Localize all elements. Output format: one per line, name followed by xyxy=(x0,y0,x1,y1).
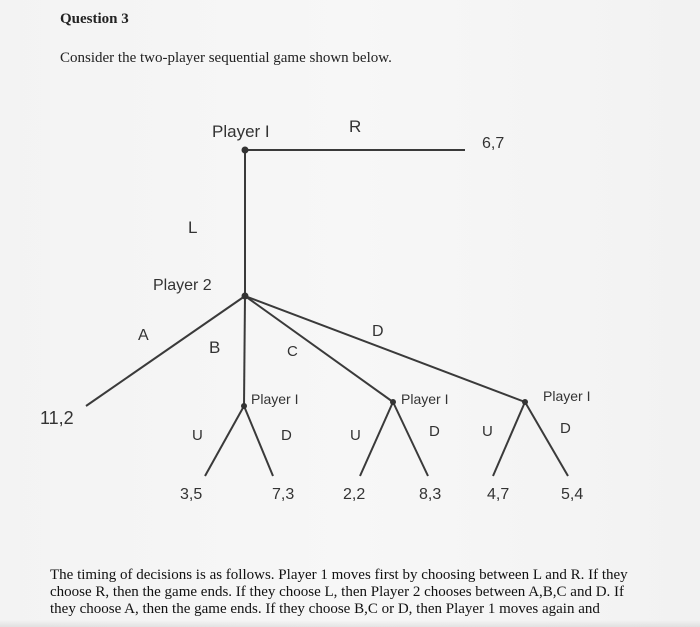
edge-B xyxy=(244,296,245,406)
node-C xyxy=(390,399,396,405)
node-C-payoff-D: 8,3 xyxy=(419,486,442,503)
node-C-payoff-U: 2,2 xyxy=(343,486,366,503)
edge-C xyxy=(245,296,393,402)
move-B-label: B xyxy=(209,338,221,357)
node-B-payoff-D: 7,3 xyxy=(272,486,295,503)
edge-B-U xyxy=(205,406,244,476)
payoff-A: 11,2 xyxy=(40,408,74,428)
node-B-move-U-label: U xyxy=(192,427,203,444)
node-D-move-U-label: U xyxy=(482,423,493,440)
question-title: Question 3 xyxy=(60,11,129,27)
node-B xyxy=(241,403,247,409)
node-B-move-D-label: D xyxy=(281,427,292,444)
page-bottom-edge xyxy=(0,620,700,627)
node-B-payoff-U: 3,5 xyxy=(180,486,203,503)
edge-D-D xyxy=(525,402,568,476)
intro-text: Consider the two-player sequential game shown below. xyxy=(60,50,392,66)
node-C-player-label: Player I xyxy=(401,391,449,407)
node-D-player-label: Player I xyxy=(543,388,591,404)
edge-B-D xyxy=(244,406,273,476)
node-D-payoff-U: 4,7 xyxy=(487,486,510,503)
edge-C-U xyxy=(360,402,393,476)
node-D-move-D-label: D xyxy=(560,420,571,437)
description-text xyxy=(50,567,670,618)
node-D xyxy=(522,399,528,405)
description-line-3: they choose A, then the game ends. If they choose B,C or D, then Player 1 moves again and xyxy=(50,601,600,617)
move-R-label: R xyxy=(349,117,362,136)
edge-C-D xyxy=(393,402,428,476)
payoff-R: 6,7 xyxy=(482,135,505,152)
edge-A xyxy=(86,296,245,406)
move-L-label: L xyxy=(188,218,198,237)
move-A-label: A xyxy=(138,327,149,344)
player1-root-label: Player I xyxy=(212,122,270,141)
move-D-label: D xyxy=(372,323,384,340)
description-line-1: The timing of decisions is as follows. Player 1 moves first by choosing between L and R. If they xyxy=(50,567,628,583)
root-node xyxy=(242,147,249,154)
node-D-payoff-D: 5,4 xyxy=(561,486,584,503)
player2-label: Player 2 xyxy=(153,277,212,294)
player2-node xyxy=(242,293,249,300)
node-B-player-label: Player I xyxy=(251,391,299,407)
node-C-move-D-label: D xyxy=(429,423,440,440)
description-line-2: choose R, then the game ends. If they choose L, then Player 2 chooses between A,B,C and D. If xyxy=(50,584,625,600)
move-C-label: C xyxy=(287,343,298,360)
edge-D-U xyxy=(493,402,525,476)
node-C-move-U-label: U xyxy=(350,427,361,444)
